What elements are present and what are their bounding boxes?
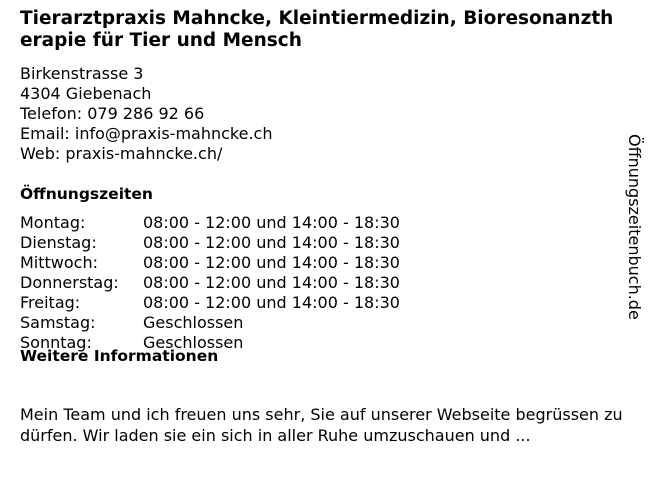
day-label: Sonntag: [20, 333, 92, 352]
day-label: Donnerstag: [20, 273, 119, 292]
hours-value: 08:00 - 12:00 und 14:00 - 18:30 [143, 213, 400, 232]
street-address: Birkenstrasse 3 [20, 64, 144, 83]
hours-row-wednesday [20, 253, 400, 273]
city-address: 4304 Giebenach [20, 84, 152, 103]
day-label: Freitag: [20, 293, 81, 312]
day-label: Samstag: [20, 313, 96, 332]
opening-hours-heading: Öffnungszeiten [20, 185, 153, 203]
hours-value: 08:00 - 12:00 und 14:00 - 18:30 [143, 273, 400, 292]
contact-block [20, 64, 580, 164]
day-label: Dienstag: [20, 233, 97, 252]
hours-value: Geschlossen [143, 333, 244, 352]
day-label: Montag: [20, 213, 86, 232]
hours-row-monday [20, 213, 400, 233]
hours-value: 08:00 - 12:00 und 14:00 - 18:30 [143, 253, 400, 272]
more-info-heading: Weitere Informationen [20, 347, 219, 365]
site-watermark: Öffnungszeitenbuch.de [625, 134, 644, 320]
page-title: Tierarztpraxis Mahncke, Kleintiermedizin, Bioresonanztherapie für Tier und Mensch [20, 8, 614, 51]
hours-value: Geschlossen [143, 313, 244, 332]
hours-value: 08:00 - 12:00 und 14:00 - 18:30 [143, 293, 400, 312]
hours-row-saturday [20, 313, 400, 333]
hours-row-friday [20, 293, 400, 313]
email-address: Email: info@praxis-mahncke.ch [20, 124, 273, 143]
hours-row-tuesday [20, 233, 400, 253]
day-label: Mittwoch: [20, 253, 98, 272]
website-address: Web: praxis-mahncke.ch/ [20, 144, 223, 163]
hours-value: 08:00 - 12:00 und 14:00 - 18:30 [143, 233, 400, 252]
more-info-text: Mein Team und ich freuen uns sehr, Sie auf unserer Webseite begrüssen zu dürfen. Wir laden sie ein sich in aller Ruhe umzuschauen und ... [20, 405, 623, 445]
opening-hours-table [20, 213, 400, 353]
hours-row-thursday [20, 273, 400, 293]
phone-number: Telefon: 079 286 92 66 [20, 104, 205, 123]
